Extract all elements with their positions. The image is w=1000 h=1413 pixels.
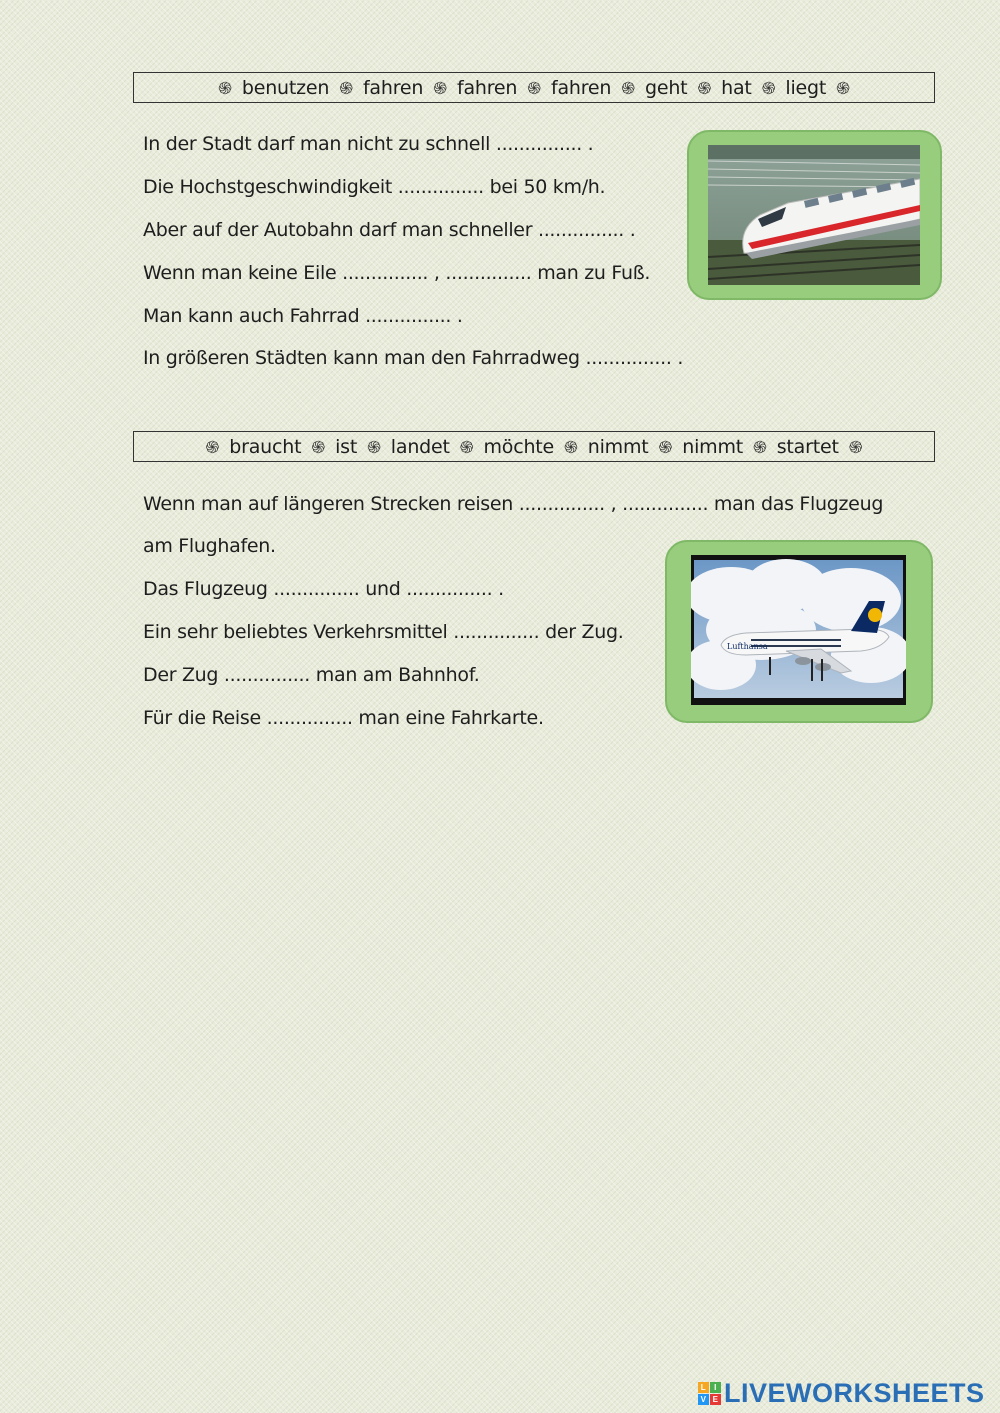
logo-tiles-icon: L I V E: [698, 1382, 721, 1405]
sentence: am Flughafen.: [143, 535, 276, 557]
train-image: [708, 145, 920, 285]
word-bank-item: fahren: [362, 76, 424, 99]
logo-text: LIVEWORKSHEETS: [724, 1378, 985, 1408]
sentence: In größeren Städten kann man den Fahrradweg ............... .: [143, 347, 684, 369]
word-bank-item: startet: [776, 435, 839, 458]
word-bank-item: ist: [335, 435, 358, 458]
flower-icon: ֍: [218, 79, 232, 99]
sentence: Man kann auch Fahrrad ............... .: [143, 305, 463, 327]
word-bank-item: fahren: [456, 76, 518, 99]
word-bank-item: fahren: [550, 76, 612, 99]
plane-image: [691, 555, 906, 705]
word-bank-item: braucht: [229, 435, 302, 458]
sentence: Wenn man auf längeren Strecken reisen ............... , ............... man das Flugzeug: [143, 493, 884, 515]
word-bank-item: liegt: [785, 76, 827, 99]
flower-icon: ֍: [753, 438, 767, 458]
word-bank-item: hat: [721, 76, 752, 99]
flower-icon: ֍: [848, 438, 863, 458]
sentence: Wenn man keine Eile ............... , ............... man zu Fuß.: [143, 262, 651, 284]
sentence: Das Flugzeug ............... und ............... .: [143, 578, 504, 600]
flower-icon: ֍: [621, 79, 635, 99]
flower-icon: ֍: [761, 79, 776, 99]
word-bank-item: nimmt: [682, 435, 744, 458]
word-bank-item: geht: [644, 76, 688, 99]
sentence: Der Zug ............... man am Bahnhof.: [143, 664, 480, 686]
word-bank-item: landet: [390, 435, 450, 458]
flower-icon: ֍: [311, 438, 326, 458]
word-bank-item: möchte: [483, 435, 555, 458]
flower-icon: ֍: [339, 79, 353, 99]
sentence: Ein sehr beliebtes Verkehrsmittel ............... der Zug.: [143, 621, 624, 643]
flower-icon: ֍: [433, 79, 447, 99]
sentence: In der Stadt darf man nicht zu schnell ............... .: [143, 133, 594, 155]
liveworksheets-logo: [698, 1378, 985, 1409]
sentence: Die Hochstgeschwindigkeit ............... bei 50 km/h.: [143, 176, 606, 198]
flower-icon: ֍: [658, 438, 673, 458]
plane-livery-text: Lufthansa: [727, 642, 768, 651]
flower-icon: ֍: [459, 438, 474, 458]
flower-icon: ֍: [836, 79, 850, 99]
word-bank-item: benutzen: [241, 76, 330, 99]
flower-icon: ֍: [367, 438, 381, 458]
sentence: Für die Reise ............... man eine Fahrkarte.: [143, 707, 544, 729]
word-bank-2: [133, 431, 935, 462]
sentence: Aber auf der Autobahn darf man schneller ............... .: [143, 219, 636, 241]
flower-icon: ֍: [564, 438, 578, 458]
flower-icon: ֍: [697, 79, 712, 99]
word-bank-item: nimmt: [587, 435, 649, 458]
word-bank-1: [133, 72, 935, 103]
flower-icon: ֍: [527, 79, 541, 99]
flower-icon: ֍: [205, 438, 220, 458]
